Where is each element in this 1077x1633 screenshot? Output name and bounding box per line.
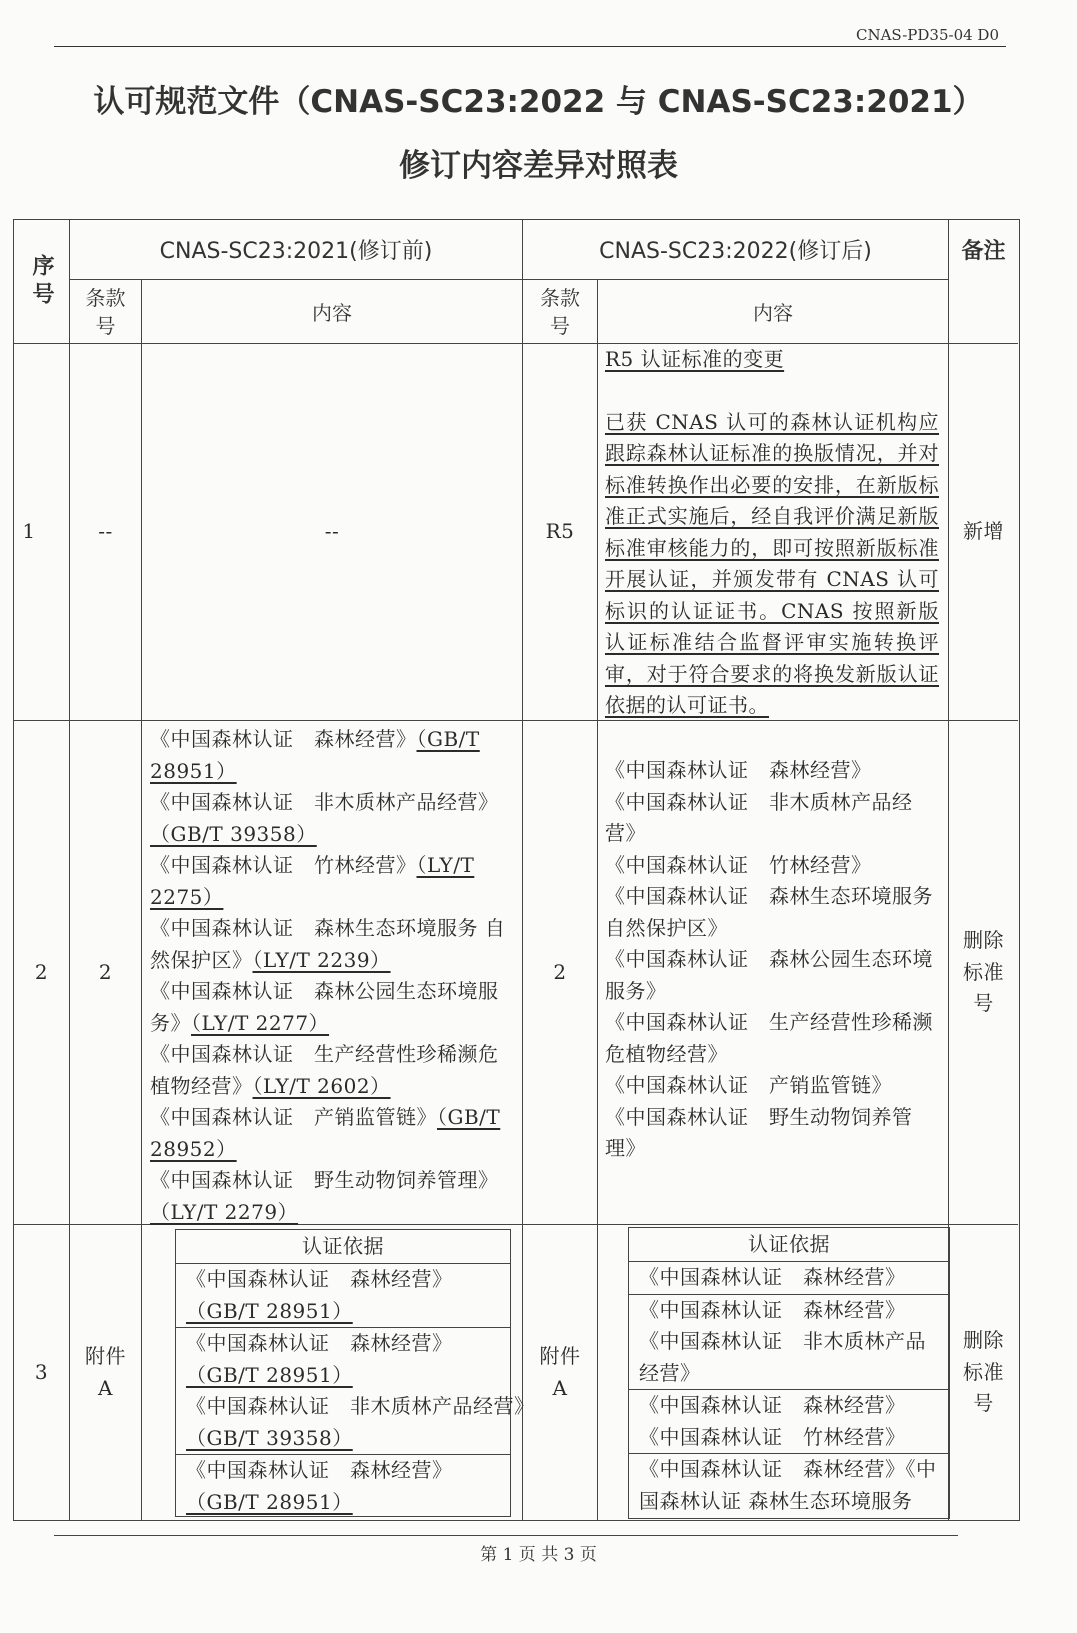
new-basis-section: 《中国森林认证 森林经营》 《中国森林认证 非木质林产品经营》 bbox=[629, 1295, 949, 1391]
document-code: CNAS-PD35-04 D0 bbox=[855, 26, 999, 44]
new-standard-item: 《中国森林认证 竹林经营》 bbox=[605, 852, 872, 877]
row3-old-basis-box bbox=[175, 1229, 535, 1517]
new-standard-item: 《中国森林认证 生产经营性珍稀濒危植物经营》 bbox=[605, 1010, 933, 1066]
old-standard-item: 《中国森林认证 生产经营性珍稀濒危植物经营》（LY/T 2602） bbox=[150, 1042, 499, 1098]
row2-old-content bbox=[150, 724, 516, 1228]
old-basis-section: 《中国森林认证 森林经营》 （GB/T 28951） bbox=[186, 1458, 453, 1514]
old-standard-item: 《中国森林认证 非木质林产品经营》（GB/T 39358） bbox=[150, 790, 499, 846]
header-new-version: CNAS-SC23:2022(修订后) bbox=[599, 239, 872, 264]
header-seq: 序号 bbox=[29, 253, 54, 310]
row3-new-clause: 附件A bbox=[539, 1344, 581, 1400]
new-standard-item: 《中国森林认证 森林经营》 bbox=[605, 758, 872, 782]
row1-remark: 新增 bbox=[963, 519, 1004, 544]
old-standard-item: 《中国森林认证 森林公园生态环境服务》（LY/T 2277） bbox=[150, 979, 499, 1035]
header-remark: 备注 bbox=[961, 239, 1006, 264]
row1-old-content: -- bbox=[324, 519, 340, 544]
old-standard-item: 《中国森林认证 野生动物饲养管理》（LY/T 2279） bbox=[150, 1168, 499, 1224]
row1-seq: 1 bbox=[22, 519, 36, 544]
new-standard-item: 《中国森林认证 森林生态环境服务 自然保护区》 bbox=[605, 884, 933, 940]
old-basis-section: 《中国森林认证 森林经营》 （GB/T 28951） bbox=[176, 1264, 510, 1328]
row1-new-text: 已获 CNAS 认可的森林认证机构应跟踪森林认证标准的换版情况，并对标准转换作出必要的安排，在新版标准正式实施后，经自我评价满足新版标准审核能力的，即可按照新版标准开展认证，并颁发带有 CNAS 认可标识的认证证书。CNAS 按照新版认证标准结合监督评审实施转换评审，对于符合要求的将换发新版认证依据的认可证书。 bbox=[605, 409, 939, 717]
row3-seq: 3 bbox=[34, 1359, 49, 1384]
new-basis-section: 《中国森林认证 森林经营》 bbox=[629, 1262, 949, 1295]
new-basis-header: 认证依据 bbox=[629, 1228, 949, 1262]
header-old-version: CNAS-SC23:2021(修订前) bbox=[159, 239, 433, 264]
new-standard-item: 《中国森林认证 产销监管链》 bbox=[605, 1073, 892, 1097]
page-title: 认可规范文件（CNAS-SC23:2022 与 CNAS-SC23:2021） bbox=[93, 84, 984, 120]
row2-old-clause: 2 bbox=[98, 959, 113, 984]
header-new-clause: 条款号 bbox=[540, 285, 580, 338]
row2-new-clause: 2 bbox=[553, 959, 567, 984]
row3-new-basis-box bbox=[628, 1227, 950, 1519]
old-standard-item: 《中国森林认证 产销监管链》（GB/T 28952） bbox=[150, 1105, 501, 1161]
new-standard-item: 《中国森林认证 野生动物饲养管理》 bbox=[605, 1104, 913, 1160]
header-new-content: 内容 bbox=[753, 301, 793, 325]
old-standard-item: 《中国森林认证 森林生态环境服务 自然保护区》（LY/T 2239） bbox=[150, 916, 506, 972]
old-basis-header: 认证依据 bbox=[176, 1230, 510, 1264]
header-old-clause: 条款号 bbox=[85, 285, 126, 338]
new-basis-section: 《中国森林认证 森林经营》 《中国森林认证 竹林经营》 bbox=[629, 1390, 949, 1454]
row2-new-content bbox=[605, 755, 939, 1165]
row1-new-heading: R5 认证标准的变更 bbox=[605, 347, 785, 371]
new-standard-item: 《中国森林认证 非木质林产品经营》 bbox=[605, 789, 913, 845]
row3-remark: 删除标准号 bbox=[963, 1328, 1004, 1416]
row1-new-content bbox=[605, 344, 939, 722]
row2-remark: 删除标准号 bbox=[963, 928, 1004, 1016]
old-basis-section: 《中国森林认证 森林经营》 （GB/T 28951） 《中国森林认证 非木质林产品经营》 （GB/T 39358） bbox=[176, 1328, 510, 1455]
col-divider bbox=[597, 279, 598, 1521]
row1-old-clause: -- bbox=[98, 519, 113, 544]
old-standard-item: 《中国森林认证 森林经营》（GB/T 28951） bbox=[150, 727, 480, 783]
header-old-content: 内容 bbox=[312, 301, 352, 325]
new-basis-section: 《中国森林认证 森林经营》《中国森林认证 森林生态环境服务 bbox=[639, 1457, 937, 1513]
row1-new-clause: R5 bbox=[545, 519, 575, 544]
footer-rule bbox=[54, 1535, 958, 1536]
page-number: 第 1 页 共 3 页 bbox=[480, 1545, 597, 1565]
row3-old-clause: 附件A bbox=[85, 1344, 126, 1400]
row2-seq: 2 bbox=[34, 959, 49, 984]
header-rule bbox=[54, 46, 1006, 47]
old-standard-item: 《中国森林认证 竹林经营》（LY/T 2275） bbox=[150, 853, 475, 909]
new-standard-item: 《中国森林认证 森林公园生态环境服务》 bbox=[605, 947, 933, 1003]
page-subtitle: 修订内容差异对照表 bbox=[399, 148, 678, 184]
